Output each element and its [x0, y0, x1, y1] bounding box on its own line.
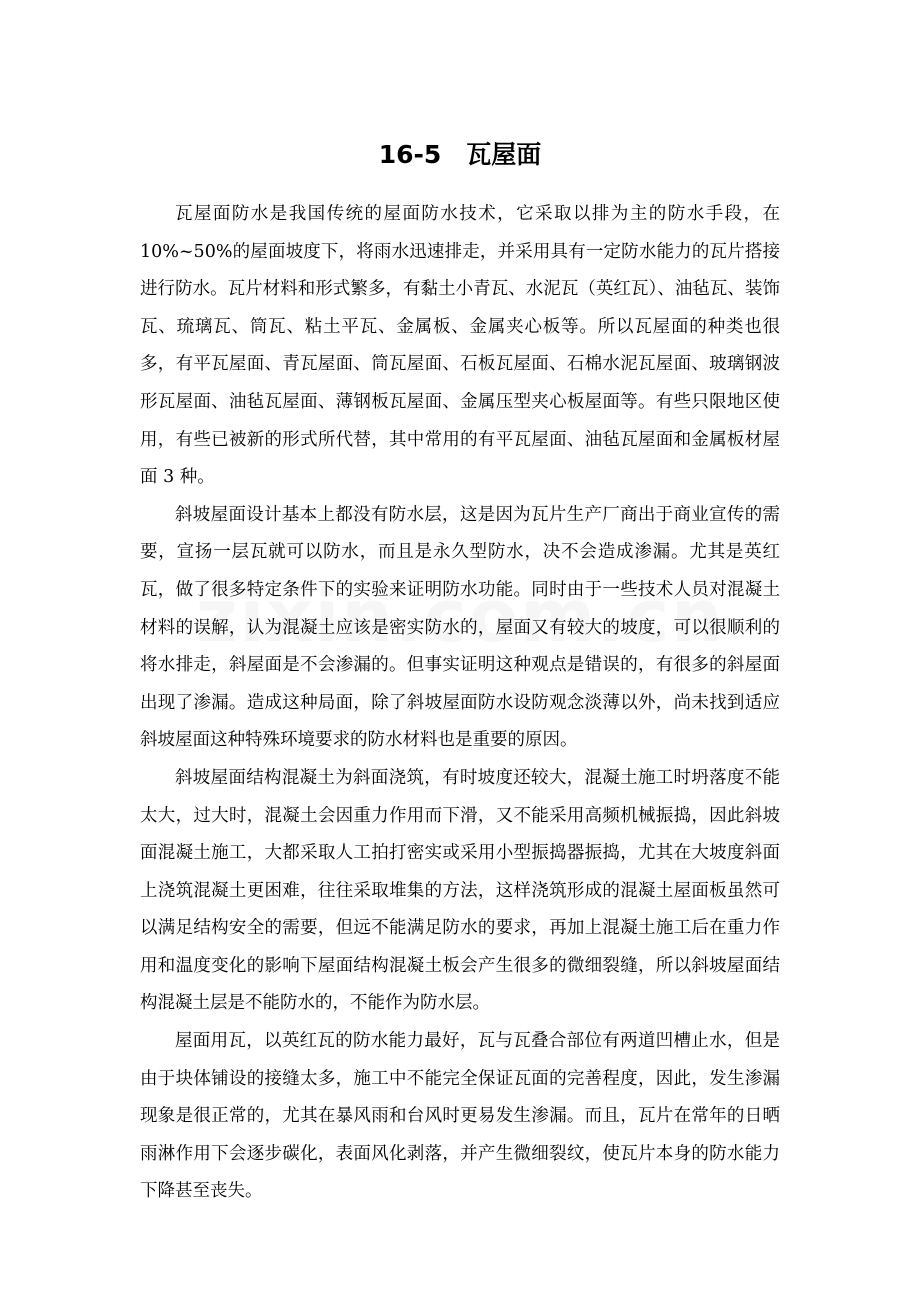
paragraph-3: 斜坡屋面结构混凝土为斜面浇筑，有时坡度还较大，混凝土施工时坍落度不能太大，过大时，混凝土会因重力作用而下滑，又不能采用高频机械振捣，因此斜坡面混凝土施工，大都采取人工拍打密实或采用小型振捣器振捣，尤其在大坡度斜面上浇筑混凝土更困难，往往采取堆集的方法，这样浇筑形成的混凝土屋面板虽然可以满足结构安全的需要，但远不能满足防水的要求，再加上混凝土施工后在重力作用和温度变化的影响下屋面结构混凝土板会产生很多的微细裂缝，所以斜坡屋面结构混凝土层是不能防水的，不能作为防水层。 [140, 767, 780, 1014]
body-text [140, 196, 780, 1211]
section-title: 16-5 瓦屋面 [378, 140, 542, 169]
paragraph-4: 屋面用瓦，以英红瓦的防水能力最好，瓦与瓦叠合部位有两道凹槽止水，但是由于块体铺设的接缝太多，施工中不能完全保证瓦面的完善程度，因此，发生渗漏现象是很正常的，尤其在暴风雨和台风时更易发生渗漏。而且，瓦片在常年的日晒雨淋作用下会逐步碳化，表面风化剥落，并产生微细裂纹，使瓦片本身的防水能力下降甚至丧失。 [140, 1031, 780, 1202]
paragraph-2: 斜坡屋面设计基本上都没有防水层，这是因为瓦片生产厂商出于商业宣传的需要，宣扬一层瓦就可以防水，而且是永久型防水，决不会造成渗漏。尤其是英红瓦，做了很多特定条件下的实验来证明防水功能。同时由于一些技术人员对混凝土材料的误解，认为混凝土应该是密实防水的，屋面又有较大的坡度，可以很顺利的将水排走，斜屋面是不会渗漏的。但事实证明这种观点是错误的，有很多的斜屋面出现了渗漏。造成这种局面，除了斜坡屋面防水设防观念淡薄以外，尚未找到适应斜坡屋面这种特殊环境要求的防水材料也是重要的原因。 [140, 504, 780, 751]
paragraph-1: 瓦屋面防水是我国传统的屋面防水技术，它采取以排为主的防水手段，在10%~50%的屋面坡度下，将雨水迅速排走，并采用具有一定防水能力的瓦片搭接进行防水。瓦片材料和形式繁多，有黏土小青瓦、水泥瓦（英红瓦）、油毡瓦、装饰瓦、琉璃瓦、筒瓦、粘土平瓦、金属板、金属夹心板等。所以瓦屋面的种类也很多，有平瓦屋面、青瓦屋面、筒瓦屋面、石板瓦屋面、石棉水泥瓦屋面、玻璃钢波形瓦屋面、油毡瓦屋面、薄钢板瓦屋面、金属压型夹心板屋面等。有些只限地区使用，有些已被新的形式所代替，其中常用的有平瓦屋面、油毡瓦屋面和金属板材屋面 3 种。 [140, 204, 780, 488]
